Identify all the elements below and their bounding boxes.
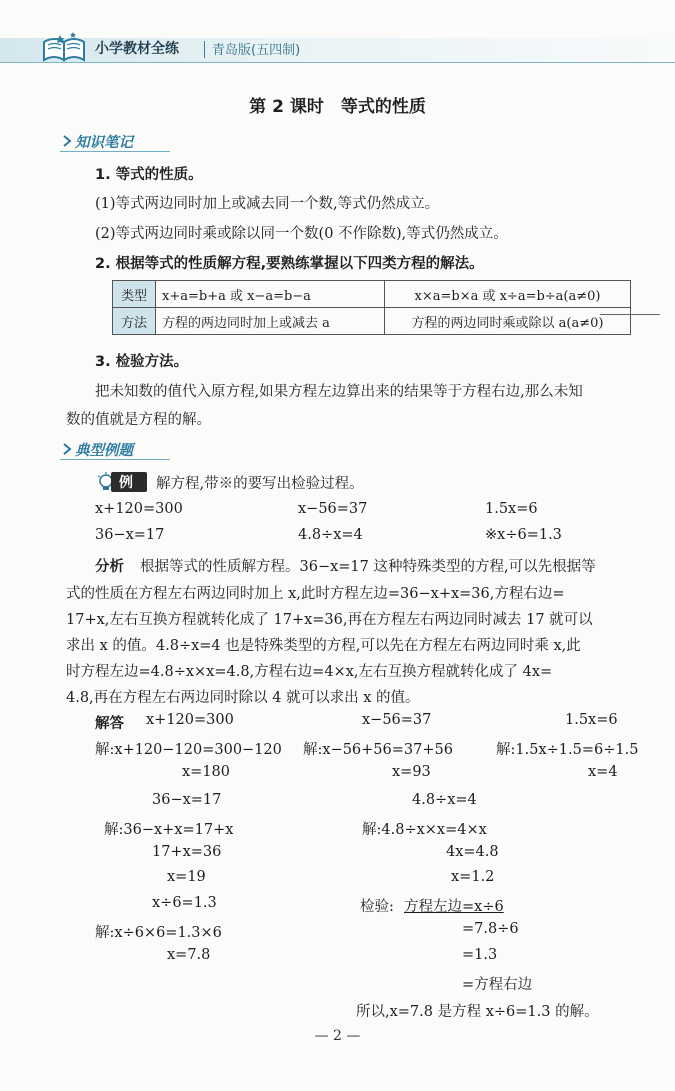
check-label: 检验: <box>360 899 394 915</box>
equation: x−56=37 <box>298 501 368 517</box>
note-3-line-2: 数的值就是方程的解。 <box>66 412 211 428</box>
analysis-label: 分析 <box>95 559 124 575</box>
table-row <box>113 281 631 308</box>
check-step: =7.8÷6 <box>462 921 519 937</box>
lesson-title: 第 2 课时 等式的性质 <box>249 97 426 117</box>
table-cell: x+a=b+a 或 x−a=b−a <box>156 281 385 308</box>
solution-step: x=93 <box>392 764 431 780</box>
open-book-logo-icon <box>40 30 88 62</box>
analysis-line: 根据等式的性质解方程。36−x=17 这种特殊类型的方程,可以先根据等 <box>140 559 596 575</box>
solution-step: 36−x=17 <box>152 792 222 808</box>
section-title-notes: 知识笔记 <box>75 135 133 151</box>
table-cell: x×a=b×a 或 x÷a=b÷a(a≠0) <box>385 281 631 308</box>
note-3-line-1: 把未知数的值代入原方程,如果方程左边算出来的结果等于方程右边,那么未知 <box>95 384 583 400</box>
chevron-right-icon <box>60 441 74 457</box>
analysis-line: 时方程左边=4.8÷x×x=4.8,方程右边=4×x,左右互换方程就转化成了 4x= <box>66 664 553 680</box>
solution-step: 4.8÷x=4 <box>412 792 477 808</box>
note-3-title: 3. 检验方法。 <box>95 354 189 370</box>
analysis-line: 17+x,左右互换方程就转化成了 17+x=36,再在方程左右两边同时减去 17 就可以 <box>66 612 593 628</box>
answer-label: 解答 <box>95 716 124 732</box>
check-step: =方程右边 <box>462 977 533 993</box>
table-header-cell: 方法 <box>113 308 156 335</box>
analysis-line: 4.8,再在方程左右两边同时除以 4 就可以求出 x 的值。 <box>66 690 420 706</box>
conclusion: 所以,x=7.8 是方程 x÷6=1.3 的解。 <box>356 1004 599 1020</box>
equation: 36−x=17 <box>95 527 165 543</box>
solution-step: 解:1.5x÷1.5=6÷1.5 <box>496 742 639 758</box>
section-underline <box>60 459 170 460</box>
table-cell: 方程的两边同时加上或减去 a <box>156 308 385 335</box>
solution-step: x−56=37 <box>362 712 432 728</box>
edition-label: 青岛版(五四制) <box>212 43 301 58</box>
solution-step: 解:x+120−120=300−120 <box>95 742 282 758</box>
solution-step: 解:4.8÷x×x=4×x <box>362 822 487 838</box>
check-step: 方程左边=x÷6 <box>404 899 504 915</box>
section-title-examples: 典型例题 <box>75 443 133 459</box>
header-separator <box>204 41 205 58</box>
solution-step: 解:x−56+56=37+56 <box>303 742 453 758</box>
solution-step: x+120=300 <box>146 712 234 728</box>
table-header-cell: 类型 <box>113 281 156 308</box>
page-number: — 2 — <box>314 1028 361 1044</box>
note-1-title: 1. 等式的性质。 <box>95 167 203 183</box>
header-rule <box>0 62 675 63</box>
solution-step: 解:x÷6×6=1.3×6 <box>95 925 222 941</box>
series-title: 小学教材全练 <box>95 41 179 57</box>
solution-step: x=1.2 <box>451 869 495 885</box>
analysis-line: 求出 x 的值。4.8÷x=4 也是特殊类型的方程,可以先在方程左右两边同时乘 x,此 <box>66 638 581 654</box>
table-row <box>113 308 631 335</box>
table-cell: 方程的两边同时乘或除以 a(a≠0) <box>385 308 631 335</box>
solution-step: x=19 <box>167 869 206 885</box>
section-underline <box>60 151 170 152</box>
solution-step: 1.5x=6 <box>565 712 618 728</box>
chevron-right-icon <box>60 133 74 149</box>
solution-step: 17+x=36 <box>152 844 222 860</box>
solution-step: 解:36−x+x=17+x <box>104 822 234 838</box>
analysis-line: 式的性质在方程左右两边同时加上 x,此时方程左边=36−x+x=36,方程右边= <box>66 586 565 602</box>
equation-types-table <box>112 280 631 335</box>
solution-step: x=7.8 <box>167 947 211 963</box>
solution-step: x=180 <box>182 764 231 780</box>
equation: x+120=300 <box>95 501 183 517</box>
check-step: =1.3 <box>462 947 498 963</box>
note-1b: (2)等式两边同时乘或除以同一个数(0 不作除数),等式仍然成立。 <box>95 226 508 242</box>
equation: 1.5x=6 <box>485 501 538 517</box>
equation: 4.8÷x=4 <box>298 527 363 543</box>
solution-step: x=4 <box>588 764 618 780</box>
note-1a: (1)等式两边同时加上或减去同一个数,等式仍然成立。 <box>95 196 440 212</box>
equation: ※x÷6=1.3 <box>485 527 562 543</box>
note-2-title: 2. 根据等式的性质解方程,要熟练掌握以下四类方程的解法。 <box>95 256 484 272</box>
solution-step: 4x=4.8 <box>446 844 499 860</box>
divider <box>600 314 660 315</box>
example-badge: 例 <box>119 475 133 491</box>
solution-step: x÷6=1.3 <box>152 895 217 911</box>
example-prompt: 解方程,带※的要写出检验过程。 <box>156 476 364 492</box>
